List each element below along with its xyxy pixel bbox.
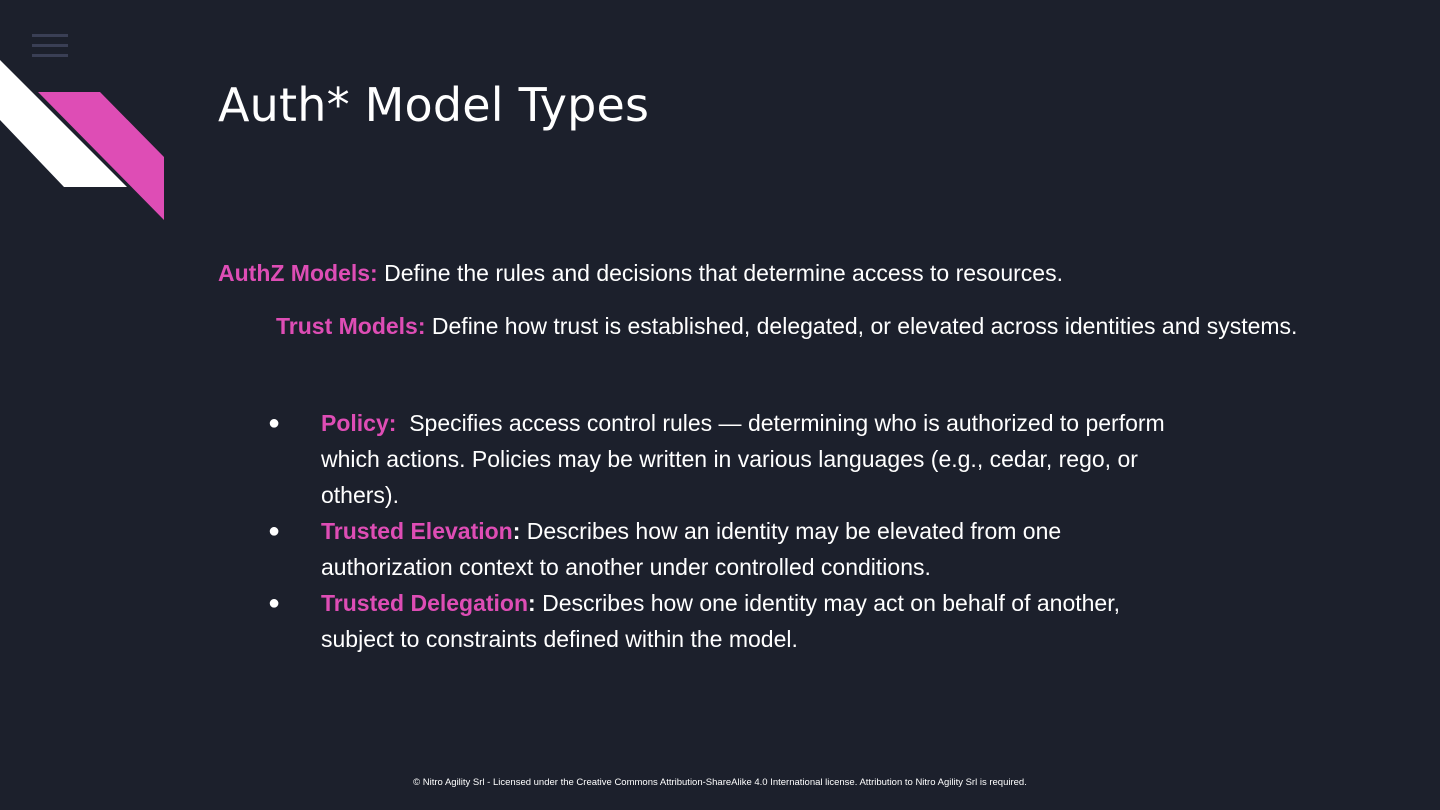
authz-models-term: AuthZ Models: <box>218 260 378 286</box>
list-item-policy <box>268 405 1168 513</box>
list-item-trusted-elevation <box>268 513 1168 585</box>
trust-models-term: Trust Models: <box>276 313 426 339</box>
model-types-list <box>268 405 1168 657</box>
bullet-marker: ● <box>268 520 281 542</box>
policy-term: Policy: <box>321 410 397 436</box>
list-item-trusted-delegation <box>268 585 1168 657</box>
authz-models-definition <box>218 255 1063 291</box>
trusted-elevation-separator: : <box>512 518 521 544</box>
bullet-marker: ● <box>268 592 281 614</box>
trusted-delegation-separator: : <box>528 590 536 616</box>
corner-stripes-decoration <box>0 55 170 225</box>
slide-title: Auth* Model Types <box>218 78 650 132</box>
trust-models-definition <box>276 308 1297 344</box>
trust-models-text: Define how trust is established, delegated, or elevated across identities and systems. <box>431 313 1298 339</box>
trusted-delegation-text: Describes how one identity may act on behalf of another, subject to constraints defined within the model. <box>321 590 1121 652</box>
trusted-delegation-term: Trusted Delegation <box>321 590 529 616</box>
policy-text: Specifies access control rules — determining who is authorized to perform which actions. Policies may be written in various languages (e.g., cedar, rego, or others). <box>321 410 1165 508</box>
authz-models-text: Define the rules and decisions that determine access to resources. <box>384 260 1063 286</box>
bullet-marker: ● <box>268 412 281 434</box>
trusted-elevation-text: Describes how an identity may be elevated from one authorization context to another under controlled conditions. <box>321 518 1062 580</box>
license-footer: © Nitro Agility Srl - Licensed under the Creative Commons Attribution-ShareAlike 4.0 International license. Attribution to Nitro Agility Srl is required. <box>413 777 1027 788</box>
trusted-elevation-term: Trusted Elevation <box>321 518 513 544</box>
